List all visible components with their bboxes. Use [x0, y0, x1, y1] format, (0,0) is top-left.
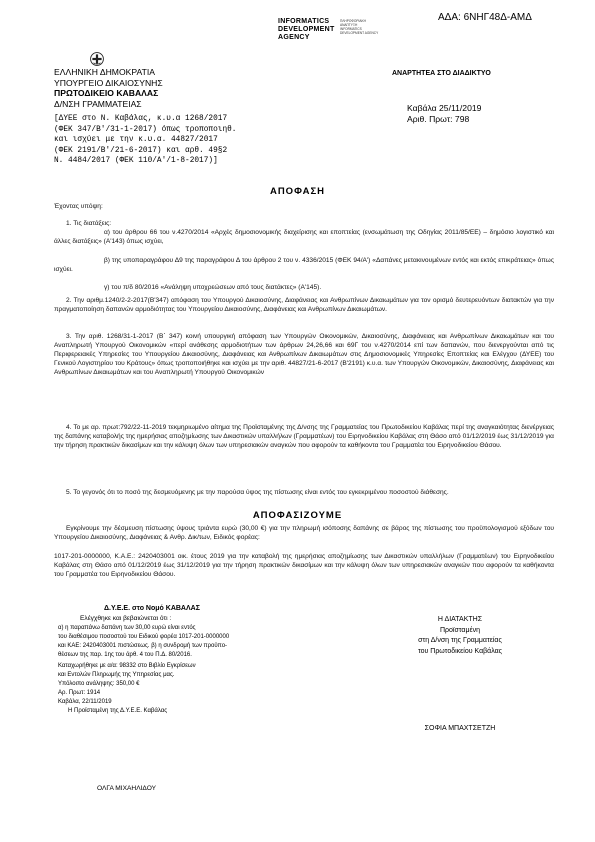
consideration-4: 4. Το με αρ. πρωτ:792/22-11-2019 τεκμηριωμένο αίτημα της Προϊσταμένης της Δ/νσης της Γραμματείας του Πρωτοδικείου Καβάλας περί της αναγκαιότητας διενέργειας της δαπάνης καταβολής της ημερήσιας αποζημίωσης των Δικαστικών υπαλλήλων (Γραμματέων) του Ειρηνοδικείου Καβάλας στη Θάσο από 01/12/2019 έως 31/12/2019 για την τήρηση πρακτικών δικασίμων και την κάλυψη όλων των υπηρεσιακών αναγκών που αφορούν τα καθήκοντα του Γραμματέα του Ειρηνοδικείου Θάσου.	[54, 424, 554, 450]
authority-line: Προϊσταμένη	[439, 626, 481, 634]
decision-paragraph-2: 1017-201-0000000, Κ.Α.Ε.: 2420403001 οικ. έτους 2019 για την καταβολή της ημερήσιας αποζημίωσης των Δικαστικών υπαλλήλων (Γραμματέων) του Ειρηνοδικείου Καβάλας στη Θάσο από 01/12/2019 έως 31/12/2019 για την τήρηση πρακτικών δικασίμων και την κάλυψη όλων των υπηρεσιακών αναγκών που αφορούν τα καθήκοντα του Γραμματέα του Ειρηνοδικείου Θάσου.	[54, 553, 554, 579]
authority-line: στη Δ/νση της Γραμματείας	[418, 637, 502, 644]
header-directorate: Δ/ΝΣΗ ΓΡΑΜΜΑΤΕΙΑΣ	[54, 98, 142, 109]
verification-line: Αρ. Πρωτ: 1914	[58, 690, 101, 696]
verification-details	[58, 624, 229, 716]
verification-line: και ΚΑΕ: 2420403001 πιστώσεως. β) η συνδρομή των προϋπο-	[58, 643, 228, 649]
logo-small-line: DEVELOPMENT AGENCY	[340, 31, 379, 35]
issuer-header	[54, 67, 163, 109]
logo-small-line: ΠΛΗΡΟΦΟΡΙΑΚΗ	[340, 19, 366, 23]
verification-heading: Δ.Υ.Ε.Ε. στο Νομό ΚΑΒΑΛΑΣ	[104, 605, 200, 612]
consideration-2: 2. Την αριθμ.1240/2-2-2017(Β'347) απόφαση του Υπουργού Δικαιοσύνης, Διαφάνειας και Ανθρωπίνων Δικαιωμάτων για τον ορισμό δευτερευόντων διατακτών για την πραγματοποίηση δαπανών αρμοδιότητας του Υπουργείου Δικαιοσύνης, Διαφάνειας και Ανθρωπίνων Δικαιωμάτων.	[54, 297, 554, 314]
logo-line: DEVELOPMENT	[278, 26, 335, 33]
logo-small-line: INFORMATICS	[340, 27, 362, 31]
dyee-line: [ΔΥΕΕ στο Ν. Καβάλας, κ.υ.α 1268/2017	[54, 115, 228, 123]
decision-title: ΑΠΟΦΑΣΗ	[269, 186, 326, 197]
provision-a: α) του άρθρου 66 του ν.4270/2014 «Αρχές δημοσιονομικής διαχείρισης και εποπτείας (ενσωμάτωση της Οδηγίας 2011/85/ΕΕ) – δημόσιο λογιστικό και άλλες διατάξεις» (Α'143) όπως ισχύει,	[54, 229, 554, 246]
dyee-reference	[54, 114, 236, 167]
header-country: ΕΛΛΗΝΙΚΗ ΔΗΜΟΚΡΑΤΙΑ	[54, 67, 155, 77]
posting-label: ΑΝΑΡΤΗΤΕΑ ΣΤΟ ΔΙΑΔΙΚΤΥΟ	[392, 70, 491, 77]
logo-line: AGENCY	[278, 34, 310, 41]
authority-signer: ΣΟΦΙΑ ΜΠΑΧΤΣΕΤΖΗ	[424, 725, 496, 732]
decision-paragraph-1: Εγκρίνουμε την δέσμευση πίστωσης ύψους τριάντα ευρώ (30,00 €) για την πληρωμή ισόποσης δαπάνης σε βάρος της πίστωσης του προϋπολογισμού εξόδων του Υπουργείου Δικαιοσύνης, Διαφάνειας & Ανθρ. Δικ/των, Ειδικός φορέας:	[54, 525, 554, 542]
protocol-number: Αριθ. Πρωτ: 798	[407, 114, 470, 124]
verification-line: Η Προϊσταμένη της Δ.Υ.Ε.Ε. Καβάλας	[68, 708, 168, 714]
verification-line: και Εντολών Πληρωμής της Υπηρεσίας μας.	[58, 672, 175, 678]
logo-small-line: ΑΝΑΠΤΥΞΗ	[340, 23, 358, 27]
informatics-agency-logo	[278, 18, 335, 42]
verification-line: θέσεων της παρ. 1ης του άρθ. 4 του Π.Δ. 80/2016.	[58, 652, 192, 658]
ada-code: ΑΔΑ: 6ΝΗΓ48Δ-ΑΜΔ	[438, 12, 532, 23]
verification-line: Καβάλα, 22/11/2019	[58, 699, 112, 705]
header-court: ΠΡΩΤΟΔΙΚΕΙΟ ΚΑΒΑΛΑΣ	[54, 88, 159, 99]
provision-c: γ) του π/δ 80/2016 «Ανάληψη υποχρεώσεων από τους διατάκτες» (Α'145).	[104, 284, 322, 291]
consideration-3: 3. Την αριθ. 1268/31-1-2017 (Β΄ 347) κοινή υπουργική απόφαση των Υπουργών Οικονομικών, Δικαιοσύνης, Διαφάνειας και Ανθρωπίνων Δικαιωμάτων και του Αναπληρωτή Υπουργού Οικονομικών «περί ανάθεσης αρμοδιοτήτων των άρθρων 24,26,66 και 69Γ του ν.4270/2014 επί των δαπανών, που διενεργούνται από τις Περιφερειακές Υπηρεσίες του Υπουργείου Δικαιοσύνης, Διαφάνειας και Ανθρωπίνων Δικαιωμάτων στις Δημοσιονομικές Υπηρεσίες Εποπτείας και Ελέγχου (ΔΥΕΕ) του Γενικού Λογιστηρίου του Κράτους» όπως τροποποιήθηκε και ισχύει με την αριθ. 44827/21-6-2017 (Β'2191) κ.υ.α. των Υπουργών Οικονομικών, Δικαιοσύνης, Διαφάνειας και Ανθρωπίνων Δικαιωμάτων και του Αναπληρωτή Υπουργού Οικονομικών	[54, 333, 554, 377]
authority-line: Η ΔΙΑΤΑΚΤΗΣ	[437, 616, 483, 623]
provision-b: β) της υποπαραγράφου Δ9 της παραγράφου Δ του άρθρου 2 του ν. 4336/2015 (ΦΕΚ 94/Α') «Δαπάνες μετακινουμένων εντός και εκτός επικράτειας» όπως ισχύει.	[54, 257, 554, 274]
authority-line: του Πρωτοδικείου Καβάλας	[417, 647, 503, 655]
dyee-line: Ν. 4484/2017 (ΦΕΚ 110/Α'/1-8-2017)]	[54, 157, 218, 166]
document-date: Καβάλα 25/11/2019	[407, 103, 482, 113]
authority-block	[385, 615, 535, 657]
logo-small-text	[340, 19, 378, 35]
logo-line: INFORMATICS	[278, 18, 330, 25]
verification-signer: ΟΛΓΑ ΜΙΧΑΗΛΙΔΟΥ	[97, 785, 157, 792]
intro-text: Έχοντας υπόψη:	[54, 203, 103, 210]
header-ministry: ΥΠΟΥΡΓΕΙΟ ΔΙΚΑΙΟΣΥΝΗΣ	[54, 77, 163, 88]
dyee-line: και ισχύει με την κ.υ.α. 44827/2017	[54, 136, 218, 145]
verification-checked: Ελέγχθηκε και βεβαιώνεται ότι :	[80, 615, 172, 622]
dyee-line: (ΦΕΚ 347/Β'/31-1-2017) όπως τροποποιηθ.	[54, 125, 237, 134]
verification-line: α) η παραπάνω δαπάνη των 30,00 ευρώ είναι εντός	[58, 625, 196, 631]
verification-line: Υπόλοιπο ανάληψης: 350,00 €	[58, 681, 140, 687]
verification-line: Καταχωρήθηκε με α/α: 98332 στο Βιβλίο Εγκρίσεων	[58, 663, 196, 669]
verification-line: του διαθέσιμου ποσοστού του Ειδικού φορέα 1017-201-0000000	[58, 634, 230, 640]
date-protocol-block	[407, 103, 481, 125]
consideration-5: 5. Το γεγονός ότι το ποσό της δεσμευόμενης με την παρούσα ύψος της πίστωσης είναι εντός του εγκεκριμένου ποσοστού διάθεσης.	[66, 489, 449, 496]
decide-title: ΑΠΟΦΑΣΙΖΟΥΜΕ	[252, 510, 343, 521]
dyee-line: (ΦΕΚ 2191/Β'/21-6-2017) και αρθ. 49§2	[54, 146, 228, 155]
provisions-heading: 1. Τις διατάξεις:	[66, 220, 112, 227]
